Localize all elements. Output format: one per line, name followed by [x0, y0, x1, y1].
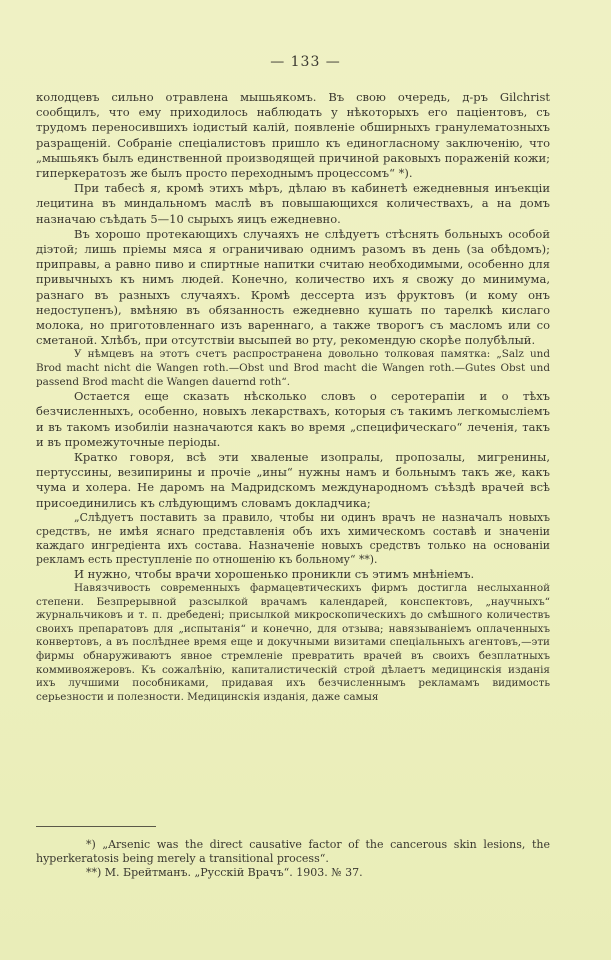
paragraph-tabes-treatment: При табесѣ я, кромѣ этихъ мѣръ, дѣлаю въ кабинетѣ ежедневныя инъекцiи лецитина въ миндальномъ маслѣ въ повышающихся количествахъ, а на домъ назначаю съѣдать 5—10 сырыхъ яицъ ежедневно. — [36, 181, 550, 226]
paragraph-doctors-opinion: И нужно, чтобы врачи хорошенько проникли съ этимъ мнѣнiемъ. — [74, 566, 475, 581]
footnotes — [36, 838, 550, 880]
paragraph-pharma-firms: Навязчивость современныхъ фармацевтическихъ фирмъ достигла неслыханной степени. Безпрерывной разсылкой врачамъ календарей, конспектовъ, „научныхъ“ журнальчиковъ и т. п. дребеденi; присылкой микроскопическихъ до смѣшного количествъ своихъ препаратовъ для „испытанiя“ и конечно, для отзыва; навязываніемъ оплаченныхъ конвертовъ, а въ послѣднее время еще и докучными визитами спецiальныхъ агентовъ,—эти фирмы обнаруживаютъ явное стремленiе превратить врачей въ своихъ безплатныхъ коммивояжеровъ. Къ сожалѣнiю, капиталистическiй строй дѣлаетъ медицинскiя изданiя ихъ лучшими пособниками, придавая ихъ безчисленнымъ рекламамъ видимость серьезности и полезности. Медицинскiя изданiя, даже самыя — [36, 582, 550, 703]
paragraph-arsenic-wells: колодцевъ сильно отравлена мышьякомъ. Въ свою очередь, д-ръ Gilchrist сообщилъ, что ему приходилось наблюдать у нѣкоторыхъ его пацiентовъ, съ трудомъ переносившихъ iодистый калiй, появленiе обширныхъ гранулематозныхъ разращенiй. Собранiе спецiалистовъ пришло къ единогласному заключенiю, что „мышьякъ былъ единственной производящей причиной раковыхъ пораженiй кожи; гиперкератозъ же былъ просто переходнымъ процессомъ“ *). — [36, 90, 550, 181]
body-text — [36, 90, 550, 704]
footnote-citation: **) М. Брейтманъ. „Русскiй Врачъ“. 1903. № 37. — [86, 866, 363, 879]
paragraph-german-proverb: У нѣмцевъ на этотъ счетъ распространена довольно толковая памятка: „Salz und Brod macht nicht die Wangen roth.—Obst und Brod macht die Wangen roth.—Gutes Obst und passend Brod macht die Wangen dauernd roth“. — [36, 348, 550, 388]
paragraph-new-remedies: Кратко говоря, всѣ эти хваленые изопралы, пропозалы, мигренины, пертуссины, везипирины и прочiе „ины“ нужны намъ и больнымъ такъ же, какъ чума и холера. Не даромъ на Мадридскомъ международномъ съѣздѣ врачей всѣ присоединились къ слѣдующимъ словамъ докладчика; — [36, 450, 550, 510]
paragraph-madrid-quote: „Слѣдуетъ поставить за правило, чтобы ни одинъ врачъ не назначалъ новыхъ средствъ, не имѣя яснаго представленiя объ ихъ химическомъ составѣ и значенiи каждаго ингредiента ихъ состава. Назначенiе новыхъ средствъ только на основанiи рекламъ есть преступленiе по отношенiю къ больному“ **). — [36, 510, 550, 566]
footnote-arsenic: *) „Arsenic was the direct causative factor of the cancerous skin lesions, the hyperkeratosis being merely a transitional process“. — [36, 838, 550, 865]
footnote-divider — [36, 826, 156, 827]
page-number: — 133 — — [270, 54, 341, 70]
paragraph-diet: Въ хорошо протекающихъ случаяхъ не слѣдуетъ стѣснять больныхъ особой дiэтой; лишь прiемы мяса я ограничиваю однимъ разомъ въ день (за обѣдомъ); приправы, а равно пиво и спиртные напитки считаю необходимыми, особенно для привычныхъ къ нимъ людей. Конечно, количество ихъ я свожу до минимума, разнаго въ разныхъ случаяхъ. Кромѣ дессерта изъ фруктовъ (и кому онъ недоступенъ), вмѣняю въ обязанность ежедневно кушать по тарелкѣ кислаго молока, но приготовленнаго изъ вареннаго, а также творогъ съ масломъ или со сметаной. Хлѣбъ, при отсутствiи высыпей во рту, рекомендую скорѣе полубѣлый. — [36, 226, 550, 348]
paragraph-serotherapy: Остается еще сказать нѣсколько словъ о серотерапiи и о тѣхъ безчисленныхъ, особенно, новыхъ лекарствахъ, которыя съ такимъ легкомыслiемъ и въ такомъ изобилiи назначаются какъ во время „специфическаго“ леченiя, такъ и въ промежуточные перiоды. — [36, 389, 550, 449]
